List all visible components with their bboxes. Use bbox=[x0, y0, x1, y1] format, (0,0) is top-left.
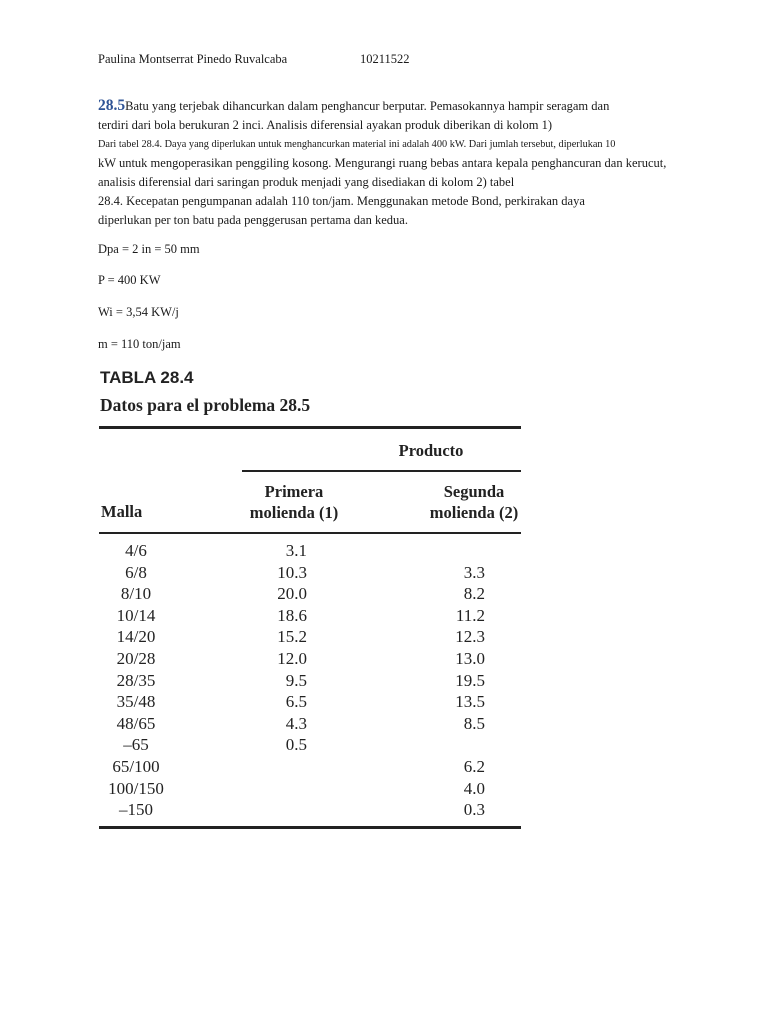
given-feed-rate: m = 110 ton/jam bbox=[98, 337, 181, 351]
table-row bbox=[99, 671, 521, 693]
mesh-cell: –150 bbox=[119, 800, 153, 820]
segunda-cell: 3.3 bbox=[463, 562, 485, 582]
table-row bbox=[99, 627, 521, 649]
mesh-cell: 20/28 bbox=[116, 648, 156, 668]
table-bottom-rule bbox=[99, 826, 521, 829]
header-primera-molienda bbox=[239, 481, 349, 523]
segunda-cell: 0.3 bbox=[463, 800, 485, 820]
segunda-cell: 11.2 bbox=[455, 605, 485, 625]
primera-cell: 18.6 bbox=[277, 605, 307, 625]
mesh-cell: 65/100 bbox=[112, 756, 160, 776]
mesh-cell: 48/65 bbox=[116, 713, 156, 733]
given-work-index: Wi = 3,54 KW/j bbox=[98, 305, 179, 319]
mesh-cell: –65 bbox=[123, 735, 149, 755]
mesh-cell: 28/35 bbox=[116, 670, 156, 690]
header-bottom-rule bbox=[99, 532, 521, 534]
primera-cell: 15.2 bbox=[277, 627, 307, 647]
table-row bbox=[99, 584, 521, 606]
author-name: Paulina Montserrat Pinedo Ruvalcaba bbox=[98, 52, 288, 66]
table-caption: Datos para el problema 28.5 bbox=[100, 395, 311, 415]
given-power: P = 400 KW bbox=[98, 273, 161, 287]
primera-cell: 20.0 bbox=[277, 584, 307, 604]
table-row bbox=[99, 714, 521, 736]
table-row bbox=[99, 779, 521, 801]
segunda-cell: 13.0 bbox=[455, 648, 485, 668]
header-segunda-line1: Segunda bbox=[443, 482, 505, 501]
segunda-cell: 6.2 bbox=[463, 756, 485, 776]
table-row bbox=[99, 735, 521, 757]
segunda-cell: 12.3 bbox=[455, 627, 485, 647]
header-primera-line1: Primera bbox=[264, 482, 324, 501]
table-row bbox=[99, 563, 521, 585]
problem-line-2: terdiri dari bola berukuran 2 inci. Analisis diferensial ayakan produk diberikan di kolom 1) bbox=[98, 118, 553, 132]
problem-line-4: kW untuk mengoperasikan penggiling kosong. Mengurangi ruang bebas antara kepala penghancuran dan kerucut, bbox=[98, 156, 667, 170]
segunda-cell: 19.5 bbox=[455, 670, 485, 690]
segunda-cell: 8.2 bbox=[463, 584, 485, 604]
primera-cell: 3.1 bbox=[285, 541, 307, 560]
primera-cell: 9.5 bbox=[285, 670, 307, 690]
problem-number: 28.5 bbox=[98, 97, 126, 114]
table-row bbox=[99, 692, 521, 714]
header-malla: Malla bbox=[101, 502, 143, 521]
student-id: 10211522 bbox=[360, 52, 410, 66]
table-row bbox=[99, 606, 521, 628]
mesh-cell: 4/6 bbox=[125, 541, 147, 560]
header-primera-line2: molienda (1) bbox=[249, 503, 339, 522]
header-segunda-molienda bbox=[419, 481, 529, 523]
primera-cell: 12.0 bbox=[277, 648, 307, 668]
problem-line-7: diperlukan per ton batu pada penggerusan pertama dan kedua. bbox=[98, 213, 408, 227]
table-title: TABLA 28.4 bbox=[100, 368, 194, 387]
table-top-rule bbox=[99, 426, 521, 429]
primera-cell: 0.5 bbox=[285, 735, 307, 755]
problem-line-1 bbox=[98, 96, 723, 116]
primera-cell: 6.5 bbox=[285, 692, 307, 712]
table-row bbox=[99, 757, 521, 779]
segunda-cell: 4.0 bbox=[463, 778, 485, 798]
segunda-cell: 13.5 bbox=[455, 692, 485, 712]
mesh-cell: 10/14 bbox=[116, 605, 156, 625]
header-producto: Producto bbox=[398, 441, 464, 460]
mesh-cell: 6/8 bbox=[125, 562, 147, 582]
table-row bbox=[99, 541, 521, 563]
problem-statement bbox=[98, 96, 723, 230]
primera-cell: 10.3 bbox=[277, 562, 307, 582]
problem-text-1: Batu yang terjebak dihancurkan dalam penghancur berputar. Pemasokannya hampir seragam dan bbox=[125, 99, 610, 113]
table-body bbox=[99, 541, 521, 822]
primera-cell: 4.3 bbox=[285, 713, 307, 733]
segunda-cell: 8.5 bbox=[463, 713, 485, 733]
mesh-cell: 14/20 bbox=[116, 627, 156, 647]
mesh-cell: 35/48 bbox=[116, 692, 156, 712]
given-diameter: Dpa = 2 in = 50 mm bbox=[98, 242, 200, 256]
problem-line-3: Dari tabel 28.4. Daya yang diperlukan untuk menghancurkan material ini adalah 400 kW. Dari jumlah tersebut, diperlukan 10 bbox=[98, 139, 616, 150]
group-header-rule bbox=[242, 470, 521, 472]
problem-line-6: 28.4. Kecepatan pengumpanan adalah 110 ton/jam. Menggunakan metode Bond, perkirakan daya bbox=[98, 194, 585, 208]
table-row bbox=[99, 800, 521, 822]
mesh-cell: 100/150 bbox=[108, 778, 164, 798]
table-row bbox=[99, 649, 521, 671]
problem-line-5: analisis diferensial dari saringan produk menjadi yang disediakan di kolom 2) tabel bbox=[98, 175, 515, 189]
header-segunda-line2: molienda (2) bbox=[429, 503, 519, 522]
mesh-cell: 8/10 bbox=[120, 584, 152, 604]
